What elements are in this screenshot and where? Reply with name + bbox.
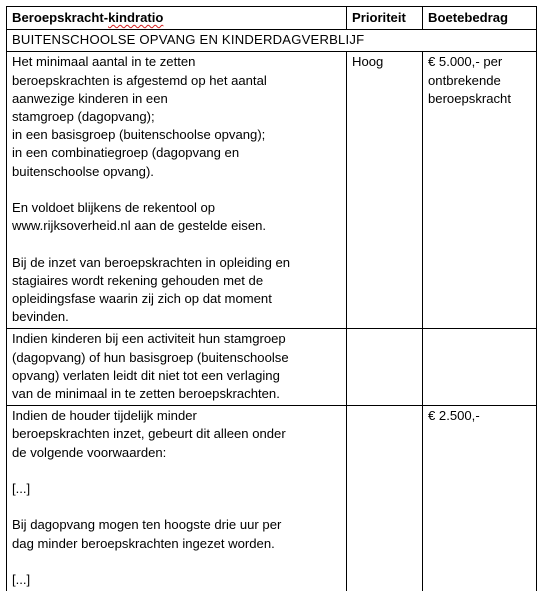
blank-line: [12, 498, 341, 516]
fine-cell: [423, 329, 537, 406]
fine-cell: [423, 406, 537, 591]
blank-line: [12, 235, 341, 253]
text-line: dag minder beroepskrachten ingezet worden.: [12, 535, 275, 551]
text-line: stamgroep (dagopvang);: [12, 109, 155, 125]
requirement-cell: [7, 329, 347, 406]
requirement-cell: [7, 52, 347, 329]
blank-line: [12, 462, 341, 480]
text-line: Bij dagopvang mogen ten hoogste drie uur per: [12, 517, 282, 533]
table-row: [7, 329, 537, 406]
text-line: bevinden.: [12, 309, 69, 325]
section-row: [7, 30, 537, 52]
priority-value: Hoog: [352, 54, 384, 70]
fine-line: ontbrekende: [428, 72, 501, 88]
text-line: [...]: [12, 572, 31, 588]
text-line: (dagopvang) of hun basisgroep (buitenschoolse: [12, 349, 289, 365]
text-line: stagiaires wordt rekening gehouden met de: [12, 272, 264, 288]
requirement-cell: [7, 406, 347, 591]
text-line: Indien kinderen bij een activiteit hun stamgroep: [12, 331, 286, 347]
blank-line: [12, 181, 341, 199]
table-row: [7, 406, 537, 591]
fine-line: € 5.000,- per: [428, 54, 503, 70]
text-line: www.rijksoverheid.nl aan de gestelde eisen.: [12, 218, 267, 234]
text-line: buitenschoolse opvang).: [12, 163, 154, 179]
priority-cell: [347, 406, 423, 591]
fine-line: beroepskracht: [428, 90, 511, 106]
header-priority: Prioriteit: [347, 7, 423, 30]
table-row: [7, 52, 537, 329]
text-line: Het minimaal aantal in te zetten: [12, 54, 196, 70]
text-line: in een basisgroep (buitenschoolse opvang);: [12, 127, 266, 143]
text-line: in een combinatiegroep (dagopvang en: [12, 145, 240, 161]
text-line: aanwezige kinderen in een: [12, 90, 168, 106]
text-line: van de minimaal in te zetten beroepskrachten.: [12, 386, 280, 402]
header-fine: Boetebedrag: [423, 7, 537, 30]
text-line: Indien de houder tijdelijk minder: [12, 408, 197, 424]
header-requirement: [7, 7, 347, 30]
fine-cell: [423, 52, 537, 329]
ratio-requirements-table: [6, 6, 537, 591]
section-title: BUITENSCHOOLSE OPVANG EN KINDERDAGVERBLIJF: [7, 30, 537, 52]
text-line: Bij de inzet van beroepskrachten in opleiding en: [12, 254, 291, 270]
header-row: [7, 7, 537, 30]
blank-line: [12, 553, 341, 571]
spelling-flagged-word: kindratio: [108, 10, 164, 25]
text-line: En voldoet blijkens de rekentool op: [12, 200, 216, 216]
text-line: opvang) verlaten leidt dit niet tot een verlaging: [12, 367, 280, 383]
text-line: de volgende voorwaarden:: [12, 444, 167, 460]
text-line: beroepskrachten inzet, gebeurt dit alleen onder: [12, 426, 286, 442]
priority-cell: [347, 329, 423, 406]
header-requirement-text: Beroepskracht-: [12, 10, 109, 25]
priority-cell: [347, 52, 423, 329]
text-line: beroepskrachten is afgestemd op het aantal: [12, 72, 267, 88]
text-line: [...]: [12, 481, 31, 497]
text-line: opleidingsfase waarin zij zich op dat moment: [12, 291, 272, 307]
fine-line: € 2.500,-: [428, 408, 480, 424]
document-page: [6, 6, 536, 591]
